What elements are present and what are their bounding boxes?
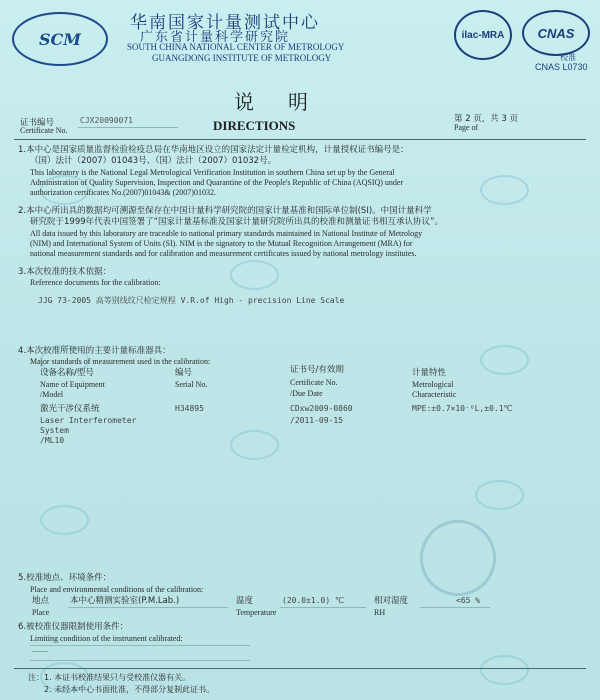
section1-cn: 1.本中心是国家质量监督检验检疫总局在华南地区设立的国家法定计量检定机构，计量授权证书编号是： [18,145,409,155]
temp-underline [280,607,366,608]
col-char-cn: 计量特性 [412,368,447,378]
section6-cn: 6.被校准仪器限制使用条件： [18,622,129,632]
footer-divider [14,668,586,669]
temp-value: (20.0±1.0) ℃ [282,596,344,605]
rh-label-cn: 相对湿度 [374,596,409,606]
section2-en-line2: (NIM) and International System of Units (SI). NIM is the signatory to the Mutual Recognition Arrangement (MRA) for [30,239,413,248]
equip-cert: CDxw2009-0860 [290,404,353,413]
place-label-en: Place [32,608,50,617]
place-value: 本中心精测实验室(P.M.Lab.) [70,596,180,606]
section1-en-line3: authorization certificates No.(2007)01043& (2007)01032. [30,188,216,197]
col-cert-cn: 证书号/有效期 [290,365,344,375]
col-name-en1: Name of Equipment [40,380,105,389]
center-name-en: SOUTH CHINA NATIONAL CENTER OF METROLOGY [127,42,345,52]
section2-en-line3: national measurement standards and for calibration and measurement certificates issued by national metrology institutes. [30,249,417,258]
watermark [480,175,529,205]
temp-label-cn: 温度 [236,596,254,606]
equip-characteristic: MPE:±0.7×10⁻⁶L,±0.1℃ [412,404,513,413]
col-serial-en: Serial No. [175,380,208,389]
equip-due: /2011-09-15 [290,416,343,425]
limit-underline-1 [30,645,250,646]
rh-label-en: RH [374,608,386,617]
watermark [480,655,529,685]
watermark [40,505,89,535]
section5-en: Place and environmental conditions of the calibration: [30,585,204,594]
section4-en: Major standards of measurement used in the calibration: [30,357,211,366]
section1-cn-cont: （国）法计（2007）01043号、（国）法计（2007）01032号。 [30,156,277,166]
section3-cn: 3.本次校准的技术依据： [18,267,112,277]
cert-no-value: CJX20090071 [80,116,133,125]
scm-logo: SCM [12,12,108,66]
limit-value: —— [32,646,48,655]
institute-name-en: GUANGDONG INSTITUTE OF METROLOGY [152,53,332,63]
cert-no-label-cn: 证书编号 [20,118,55,128]
equip-name-en3: /ML10 [40,436,65,445]
cnas-sub: 校准 [560,53,576,62]
equip-name-cn: 激光干涉仪系统 [40,404,100,414]
note-1: 注：1. 本证书校准结果只与受校准仪器有关。 [28,673,191,682]
col-cert-en2: /Due Date [290,389,323,398]
section6-en: Limiting condition of the instrument calibrated: [30,634,183,643]
ilac-mra-logo: ilac-MRA [454,10,512,60]
page-indicator-cn: 第 2 页，共 3 页 [454,114,519,124]
temp-label-en: Temperature [236,608,277,617]
rh-value: <65 % [456,596,481,605]
watermark [230,430,279,460]
col-cert-en1: Certificate No. [290,378,338,387]
reference-document: JJG 73-2005 高等别线纹尺检定规程 V.R.of High - precision Line Scale [38,296,345,305]
place-label-cn: 地点 [32,596,50,606]
section3-en: Reference documents for the calibration: [30,278,161,287]
rh-underline [420,607,490,608]
page-indicator-en: Page of [454,123,479,132]
col-char-en1: Metrological [412,380,454,389]
cnas-number: CNAS L0730 [535,62,588,72]
col-serial-cn: 编号 [175,368,193,378]
col-name-en2: /Model [40,390,64,399]
section2-cn: 2.本中心所出具的数据均可溯源至保存在中国计量科学研究院的国家计量基准和国际单位制(SI)。中国计量科学 [18,206,432,216]
center-name-cn: 华南国家计量测试中心 [130,13,320,33]
watermark [475,480,524,510]
section2-en-line1: All data issued by this laboratory are traceable to national primary standards maintained in National Institute of Metrology [30,229,423,238]
section1-en-line1: This laboratory is the National Legal Metrological Verification Institution in southern China set up by the General [30,168,395,177]
cert-no-label-en: Certificate No. [20,126,68,135]
equip-name-en2: System [40,426,69,435]
equip-name-en1: Laser Interferometer [40,416,137,425]
watermark [230,260,279,290]
institute-name-cn: 广东省计量科学研究院 [140,30,291,45]
col-char-en2: Characteristic [412,390,457,399]
equip-serial: H34895 [175,404,204,413]
col-name-cn: 设备名称/型号 [40,368,94,378]
watermark [480,345,529,375]
limit-underline-2 [30,660,250,661]
section5-cn: 5.校准地点、环境条件： [18,573,112,583]
place-underline [68,607,228,608]
header-divider [14,139,586,140]
note-2: 2. 未经本中心书面批准，不得部分复制此证书。 [44,685,215,694]
section4-cn: 4.本次校准所使用的主要计量标准器具： [18,346,171,356]
section1-en-line2: Administration of Quality Supervision, Inspection and Quarantine of the People's Republic of China (AQSIQ) under [30,178,404,187]
page-title-en: DIRECTIONS [213,118,296,133]
cnas-logo: CNAS [522,10,590,56]
official-seal [410,510,506,606]
cert-underline [78,127,178,128]
page-title-cn: 说明 [234,90,342,114]
section2-cn-cont: 研究院于1999年代表中国签署了“国家计量基标准及国家计量研究院所出具的校准和测量证书相互承认协议”。 [30,217,443,227]
